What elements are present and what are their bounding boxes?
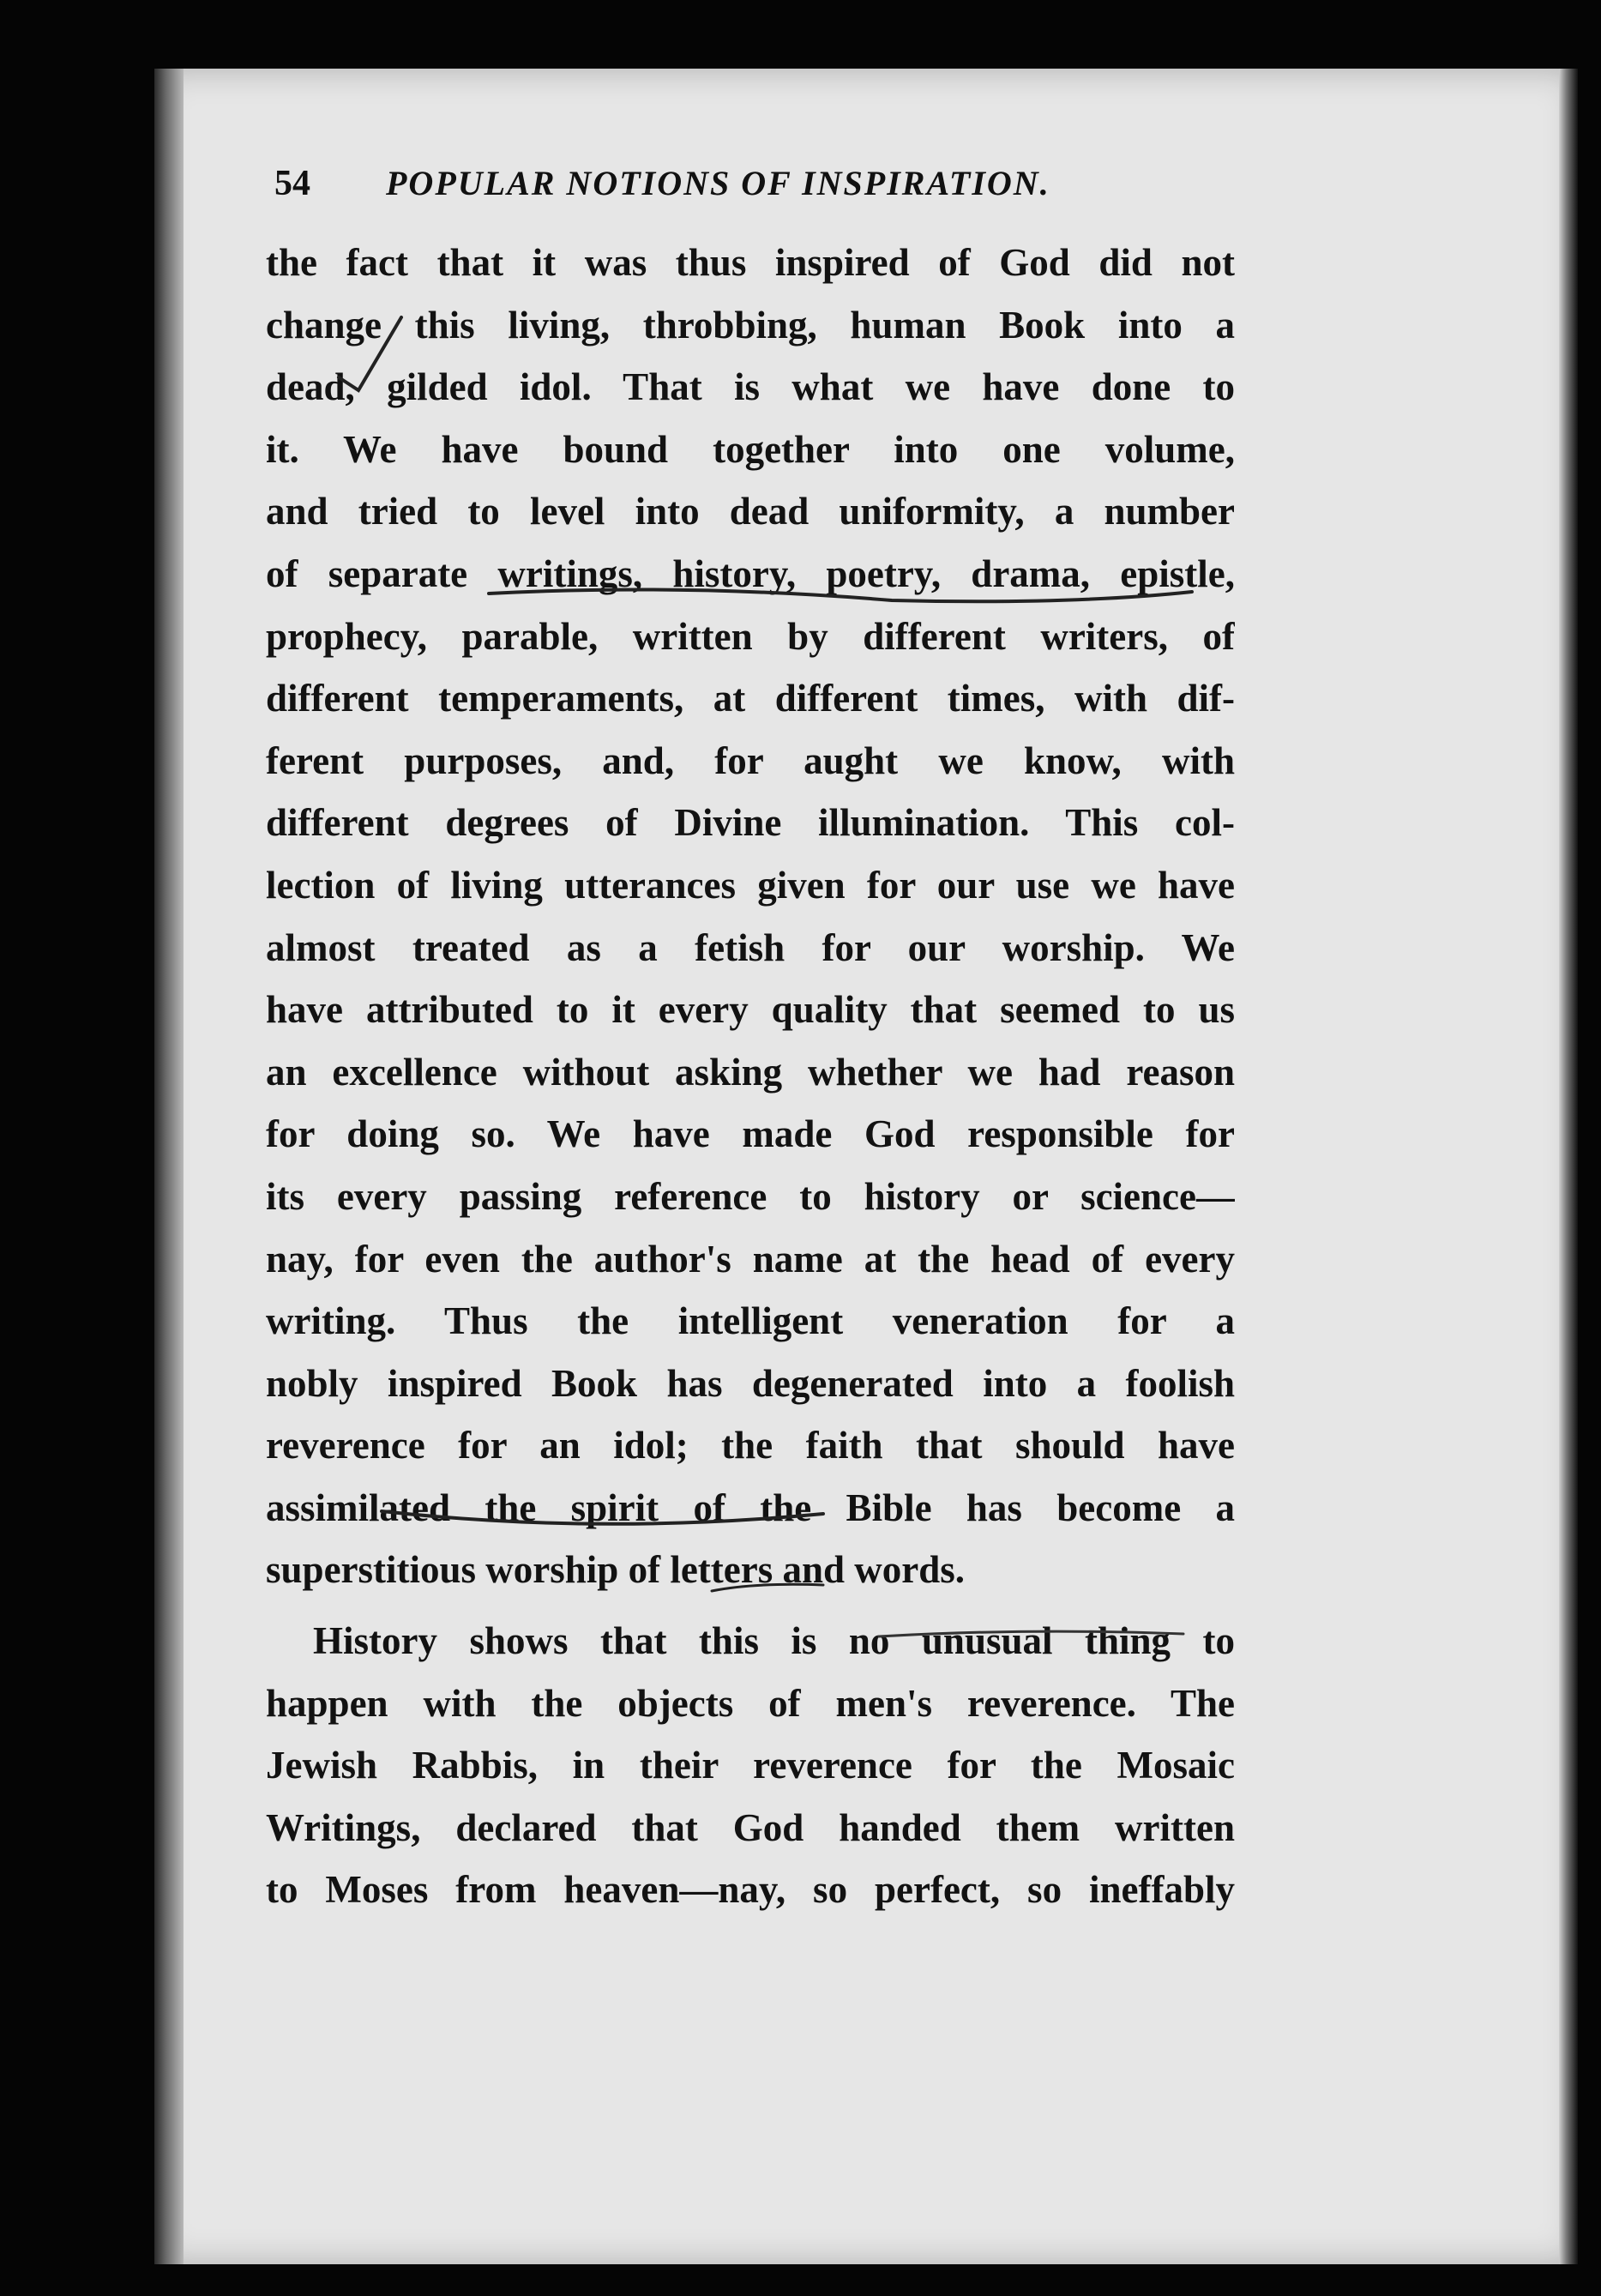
paragraph (266, 1610, 1235, 1921)
text-line: and tried to level into dead uniformity, a number (266, 490, 1235, 533)
text-line: it. We have bound together into one volume, (266, 427, 1235, 471)
text-line: different temperaments, at different times, with dif- (266, 677, 1235, 720)
text-line: its every passing reference to history or science— (266, 1174, 1235, 1218)
text-line: reverence for an idol; the faith that should have (266, 1424, 1235, 1467)
text-line: ferent purposes, and, for aught we know, with (266, 738, 1235, 782)
text-line: nay, for even the author's name at the head of every (266, 1237, 1235, 1281)
text-line: writing. Thus the intelligent veneration for a (266, 1299, 1235, 1343)
body-text (266, 232, 1235, 1921)
binding-edge (154, 69, 184, 2264)
text-line: prophecy, parable, written by different writers, of (266, 614, 1235, 658)
text-line: have attributed to it every quality that seemed to us (266, 988, 1235, 1032)
text-line: Jewish Rabbis, in their reverence for the Mosaic (266, 1744, 1235, 1787)
text-line: assimilated the spirit of the Bible has become a (266, 1485, 1235, 1529)
text-line: the fact that it was thus inspired of God did not (266, 241, 1235, 284)
text-line: for doing so. We have made God responsible for (266, 1112, 1235, 1156)
page-number: 54 (274, 164, 310, 203)
text-line: nobly inspired Book has degenerated into a foolish (266, 1361, 1235, 1405)
text-line: change this living, throbbing, human Book into a (266, 303, 1235, 347)
text-line: different degrees of Divine illumination. This col- (266, 801, 1235, 845)
paragraph (266, 232, 1235, 1601)
text-line: to Moses from heaven—nay, so perfect, so ineffably (266, 1868, 1235, 1912)
page-header (274, 163, 1303, 232)
text-line: History shows that this is no unusual thing to (313, 1619, 1235, 1663)
text-line: of separate writings, history, poetry, drama, epistle, (266, 551, 1235, 595)
text-line: lection of living utterances given for our use we have (266, 863, 1235, 907)
text-line: Writings, declared that God handed them written (266, 1805, 1235, 1849)
text-line: superstitious worship of letters and words. (266, 1548, 966, 1592)
text-line: an excellence without asking whether we had reason (266, 1050, 1235, 1094)
text-line: dead, gilded idol. That is what we have done to (266, 365, 1235, 409)
text-line: happen with the objects of men's reverence. The (266, 1681, 1235, 1725)
page-edge (1559, 69, 1578, 2264)
running-title: POPULAR NOTIONS OF INSPIRATION. (386, 164, 1050, 202)
text-line: almost treated as a fetish for our worship. We (266, 925, 1235, 969)
